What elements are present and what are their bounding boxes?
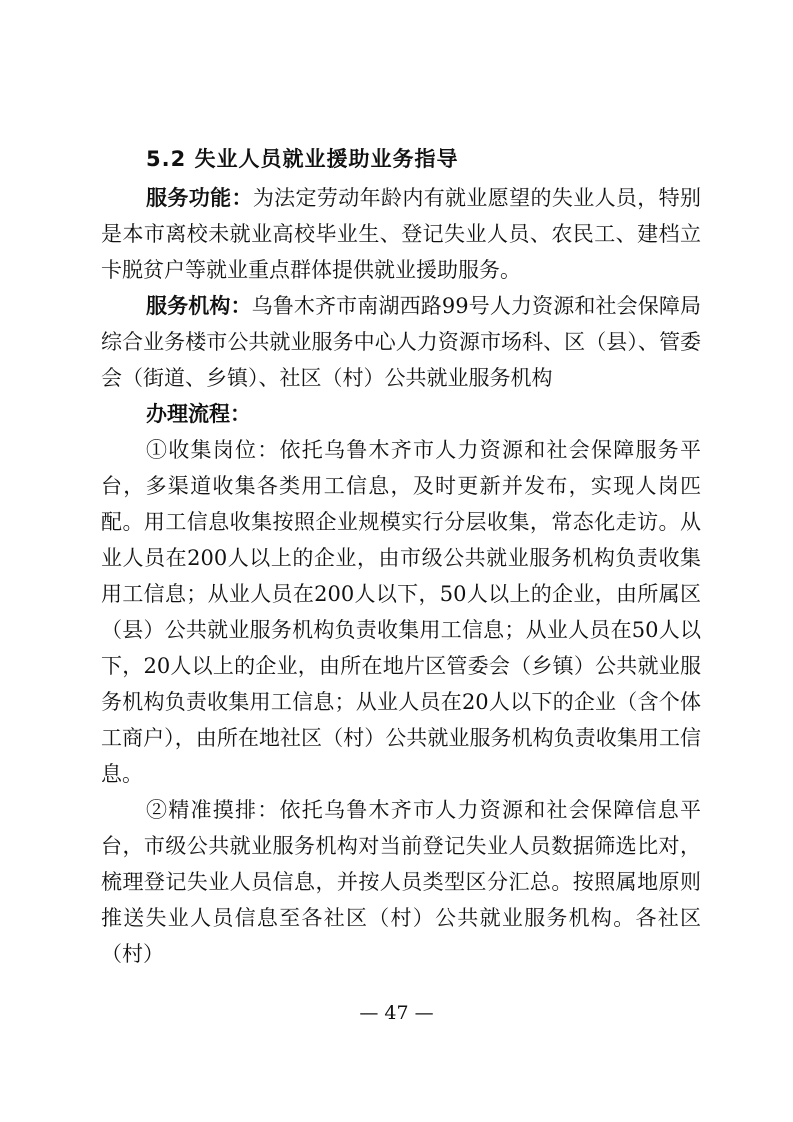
page-number: — 47 —: [359, 1002, 434, 1024]
process-step-2: [101, 792, 701, 972]
section-heading: 5.2 失业人员就业援助业务指导: [146, 147, 459, 171]
process-step-2-text: ②精准摸排：依托乌鲁木齐市人力资源和社会保障信息平台，市级公共就业服务机构对当前登记失业人员数据筛选比对，梳理登记失业人员信息，并按人员类型区分汇总。按照属地原则推送失业人员信息至各社区（村）公共就业服务机构。各社区（村）: [101, 798, 701, 966]
service-agency-label: 服务机构：: [146, 294, 252, 318]
service-function-text: 为法定劳动年龄内有就业愿望的失业人员，特别是本市离校未就业高校毕业生、登记失业人员、农民工、建档立卡脱贫户等就业重点群体提供就业援助服务。: [101, 186, 702, 282]
process-label-paragraph: [101, 396, 701, 432]
service-function-label: 服务功能：: [146, 186, 253, 210]
service-function-paragraph: [101, 180, 701, 288]
service-agency-paragraph: [101, 288, 701, 396]
service-agency-text: 乌鲁木齐市南湖西路99号人力资源和社会保障局综合业务楼市公共就业服务中心人力资源市场科、区（县）、管委会（街道、乡镇）、社区（村）公共就业服务机构: [101, 294, 701, 390]
process-label: 办理流程：: [146, 402, 251, 426]
process-step-1: [101, 432, 701, 792]
process-step-1-text: ①收集岗位：依托乌鲁木齐市人力资源和社会保障服务平台，多渠道收集各类用工信息，及时更新并发布，实现人岗匹配。用工信息收集按照企业规模实行分层收集，常态化走访。从业人员在200人以上的企业，由市级公共就业服务机构负责收集用工信息；从业人员在200人以下，50人以上的企业，由所属区（县）公共就业服务机构负责收集用工信息；从业人员在50人以下，20人以上的企业，由所在地片区管委会（乡镇）公共就业服务机构负责收集用工信息；从业人员在20人以下的企业（含个体工商户），由所在地社区（村）公共就业服务机构负责收集用工信息。: [101, 438, 701, 786]
